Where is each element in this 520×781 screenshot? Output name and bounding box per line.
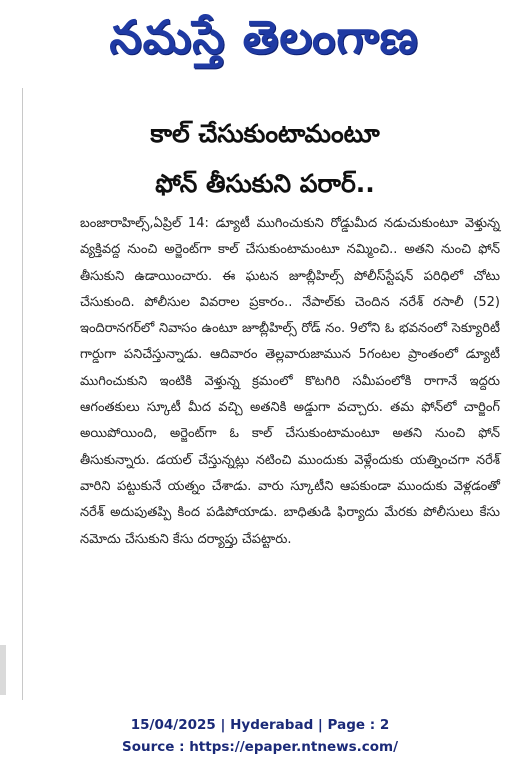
adjacent-column-edge [0, 645, 6, 695]
footer [0, 714, 520, 758]
dateline: 15/04/2025 | Hyderabad | Page : 2 [130, 717, 390, 733]
newspaper-logo: నమస్తే తెలంగాణ [109, 10, 419, 64]
article-body: బంజారాహిల్స్‌,ఏప్రిల్‌ 14: డ్యూటీ ముగించుకుని రోడ్డుమీద నడుచుకుంటూ వెళ్తున్న వ్యక్తివద్ద నుంచి అర్జెంట్‌గా కాల్‌ చేసుకుంటామంటూ నమ్మించి.. అతని నుంచి ఫోన్‌ తీసుకుని ఉడాయించారు. ఈ ఘటన జూబ్లీహిల్స్‌ పోలీస్‌స్టేషన్‌ పరిధిలో చోటు చేసుకుంది. పోలీసుల వివరాల ప్రకారం.. నేపాల్‌కు చెందిన నరేశ్‌ రసాలీ (52) ఇందిరానగర్‌లో నివాసం ఉంటూ జూబ్లీహిల్స్‌ రోడ్‌ నం. 9లోని ఓ భవనంలో సెక్యూరిటీ గార్డుగా పనిచేస్తున్నాడు. ఆదివారం తెల్లవారుజామున 5గంటల ప్రాంతంలో డ్యూటీ ముగించుకుని ఇంటికి వెళ్తున్న క్రమంలో కొటగిరి సమీపంలోకి రాగానే ఇద్దరు ఆగంతకులు స్కూటీ మీద వచ్చి అతనికి అడ్డుగా వచ్చారు. తమ ఫోన్‌లో చార్జింగ్‌ అయిపోయింది, అర్జెంట్‌గా ఓ కాల్‌ చేసుకుంటామంటూ అతని నుంచి ఫోన్‌ తీసుకున్నారు. డయల్‌ చేస్తున్నట్లు నటించి ముందుకు వెళ్లేందుకు యత్నించగా నరేశ్‌ వారిని పట్టుకునే యత్నం చేశాడు. వారు స్కూటీని ఆపకుండా ముందుకు వెళ్లడంతో నరేశ్‌ అదుపుతప్పి కింద పడిపోయాడు. బాధితుడి ఫిర్యాదు మేరకు పోలీసులు కేసు నమోదు చేసుకుని కేసు దర్యాప్తు చేపట్టారు. [80, 216, 500, 547]
source-link[interactable]: Source : https://epaper.ntnews.com/ [121, 739, 399, 755]
headline-line-2: ఫోన్‌ తీసుకుని పరార్‌.. [155, 169, 375, 198]
masthead [0, 0, 520, 80]
headline-line-1: కాల్‌ చేసుకుంటామంటూ [150, 119, 380, 148]
